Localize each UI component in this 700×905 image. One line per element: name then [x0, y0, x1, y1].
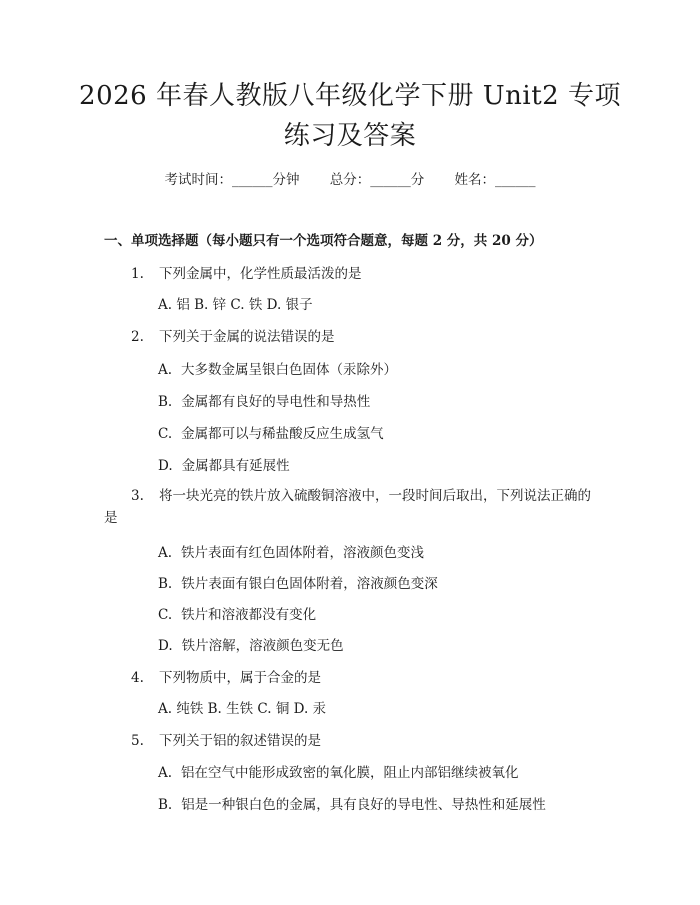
option-b: [158, 793, 546, 813]
exam-info: [0, 168, 700, 188]
question-4-options: A. 纯铁 B. 生铁 C. 铜 D. 汞: [158, 701, 327, 717]
option-label: D.: [158, 458, 173, 474]
section-heading: 一、单项选择题（每小题只有一个选项符合题意，每题 2 分，共 20 分）: [104, 233, 543, 249]
question-5: [131, 729, 321, 749]
option-a: [158, 761, 519, 781]
option-text: 铁片表面有红色固体附着，溶液颜色变浅: [181, 545, 425, 561]
question-text: 下列关于铝的叙述错误的是: [159, 733, 321, 749]
option-d: [158, 634, 344, 654]
option-c: [158, 422, 384, 442]
question-text: 下列关于金属的说法错误的是: [159, 329, 335, 345]
option-label: C.: [158, 426, 173, 442]
option-label: B.: [158, 576, 173, 592]
question-text-line-1: 将一块光亮的铁片放入硫酸铜溶液中，一段时间后取出，下列说法正确的: [159, 488, 591, 504]
option-text: 金属都具有延展性: [181, 458, 290, 474]
document-title: [60, 76, 640, 156]
question-4: [131, 666, 321, 686]
option-text: 铁片溶解，溶液颜色变无色: [181, 638, 344, 654]
question-text: 下列物质中，属于合金的是: [159, 670, 321, 686]
question-text: 下列金属中，化学性质最活泼的是: [159, 266, 362, 282]
question-text-line-2: 是: [104, 510, 118, 526]
question-1: [131, 262, 362, 282]
option-text: 大多数金属呈银白色固体（汞除外）: [181, 362, 398, 378]
question-number: 1.: [131, 266, 144, 282]
option-c: [158, 603, 316, 623]
option-d: [158, 454, 290, 474]
student-name-field: 姓名：______: [454, 172, 536, 188]
option-label: C.: [158, 607, 173, 623]
question-number: 3.: [131, 488, 144, 504]
option-label: A.: [158, 362, 173, 378]
exam-time-field: 考试时间：______分钟: [164, 172, 300, 188]
option-label: B.: [158, 394, 173, 410]
option-label: A.: [158, 545, 173, 561]
title-line-2: 练习及答案: [283, 121, 417, 151]
option-b: [158, 390, 370, 410]
option-label: B.: [158, 797, 173, 813]
option-text: 金属都有良好的导电性和导热性: [181, 394, 371, 410]
question-1-options: A. 铝 B. 锌 C. 铁 D. 银子: [158, 297, 313, 313]
question-number: 4.: [131, 670, 144, 686]
question-2: [131, 325, 335, 345]
option-label: A.: [158, 765, 173, 781]
option-text: 铁片和溶液都没有变化: [181, 607, 317, 623]
question-3: [104, 485, 604, 529]
option-text: 铝是一种银白色的金属，具有良好的导电性、导热性和延展性: [181, 797, 546, 813]
option-a: [158, 541, 424, 561]
option-a: [158, 358, 397, 378]
option-b: [158, 572, 438, 592]
option-text: 铁片表面有银白色固体附着，溶液颜色变深: [181, 576, 438, 592]
title-line-1: 2026 年春人教版八年级化学下册 Unit2 专项: [79, 81, 621, 111]
total-score-field: 总分：______分: [329, 172, 425, 188]
question-number: 5.: [131, 733, 144, 749]
option-text: 金属都可以与稀盐酸反应生成氢气: [181, 426, 384, 442]
question-number: 2.: [131, 329, 144, 345]
option-label: D.: [158, 638, 173, 654]
option-text: 铝在空气中能形成致密的氧化膜，阻止内部铝继续被氧化: [181, 765, 519, 781]
